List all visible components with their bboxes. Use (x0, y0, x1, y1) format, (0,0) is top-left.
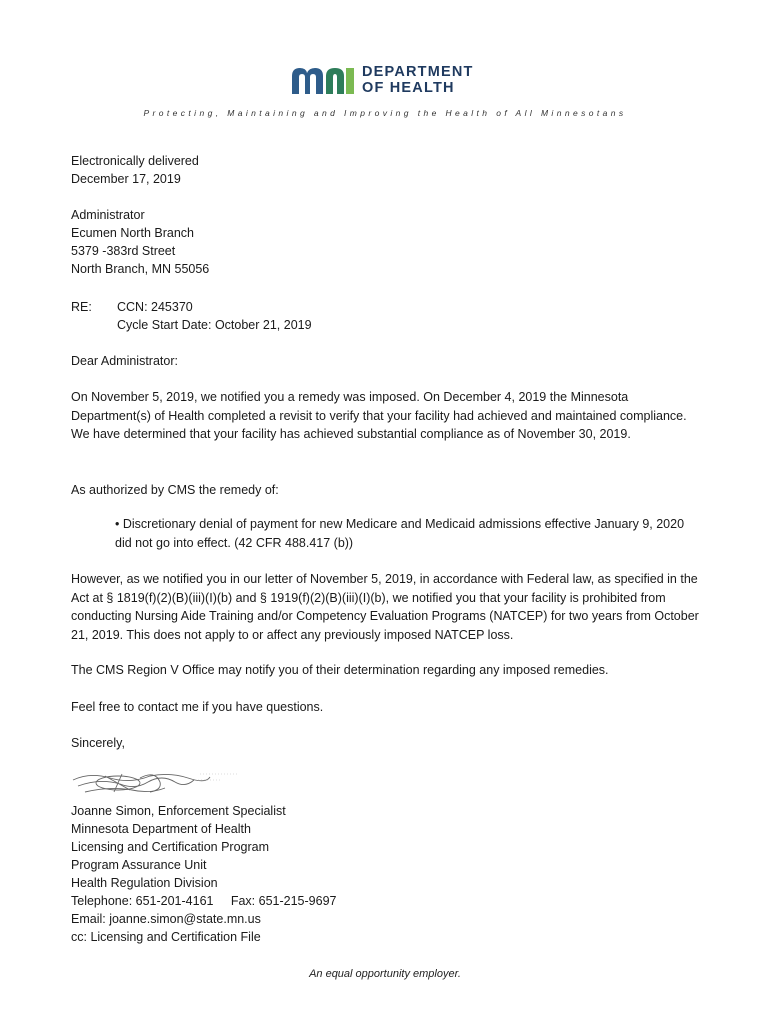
re-label: RE: (71, 300, 92, 314)
sender-program: Licensing and Certification Program (71, 840, 270, 854)
re-ccn: CCN: 245370 (117, 300, 193, 314)
recipient-title: Administrator (71, 208, 145, 222)
paragraph-natcep: However, as we notified you in our letter of November 5, 2019, in accordance with Federal law, as specified in the Act at § 1819(f)(2)(B)(iii)(I)(b) and § 1919(f)(2)(B)(iii)(I)(b), we notified you that your facility is prohibited from conducting Nursing Aide Training and/or Competency Evaluation Programs (NATCEP) for two years from October 21, 2019. This does not apply to or affect any previously imposed NATCEP loss. (71, 572, 699, 642)
dept-line-2: OF HEALTH (362, 80, 455, 96)
recipient-street: 5379 -383rd Street (71, 244, 176, 258)
sender-phone-fax: Telephone: 651-201-4161 Fax: 651-215-9697 (71, 894, 337, 908)
closing: Sincerely, (71, 736, 125, 750)
salutation: Dear Administrator: (71, 354, 178, 368)
handwritten-signature (70, 768, 245, 803)
department-name (362, 64, 474, 96)
recipient-facility: Ecumen North Branch (71, 226, 194, 240)
remedy-bullet: • Discretionary denial of payment for new Medicare and Medicaid admissions effective January 9, 2020 did not go into effect. (42 CFR 488.417 (b)) (115, 517, 685, 550)
signature-block (71, 802, 336, 946)
paragraph-authorized: As authorized by CMS the remedy of: (71, 483, 279, 497)
sender-division: Health Regulation Division (71, 876, 218, 890)
tagline: Protecting, Maintaining and Improving the Health of All Minnesotans (143, 108, 627, 118)
sender-email: Email: joanne.simon@state.mn.us (71, 912, 261, 926)
recipient-city: North Branch, MN 55056 (71, 262, 210, 276)
paragraph-contact: Feel free to contact me if you have questions. (71, 700, 324, 714)
delivery-method: Electronically delivered (71, 154, 199, 168)
mdh-logo (290, 62, 474, 98)
footer-equal-opportunity: An equal opportunity employer. (309, 968, 461, 980)
sender-unit: Program Assurance Unit (71, 858, 207, 872)
re-cycle-start: Cycle Start Date: October 21, 2019 (117, 318, 312, 332)
recipient-address (71, 206, 209, 278)
mn-logo-icon (290, 64, 356, 96)
paragraph-cms-region: The CMS Region V Office may notify you of their determination regarding any imposed remedies. (71, 663, 609, 677)
letter-date: December 17, 2019 (71, 172, 181, 186)
delivery-block (71, 152, 199, 188)
re-details (117, 298, 312, 334)
paragraph-remedy-revisit: On November 5, 2019, we notified you a remedy was imposed. On December 4, 2019 the Minnesota Department(s) of Health completed a revisit to verify that your facility had achieved and maintained compliance. We have determined that your facility has achieved substantial compliance as of November 30, 2019. (71, 390, 687, 441)
signature-image (70, 768, 245, 798)
sender-org: Minnesota Department of Health (71, 822, 251, 836)
sender-name-title: Joanne Simon, Enforcement Specialist (71, 804, 286, 818)
dept-line-1: DEPARTMENT (362, 64, 474, 80)
cc-line: cc: Licensing and Certification File (71, 930, 261, 944)
